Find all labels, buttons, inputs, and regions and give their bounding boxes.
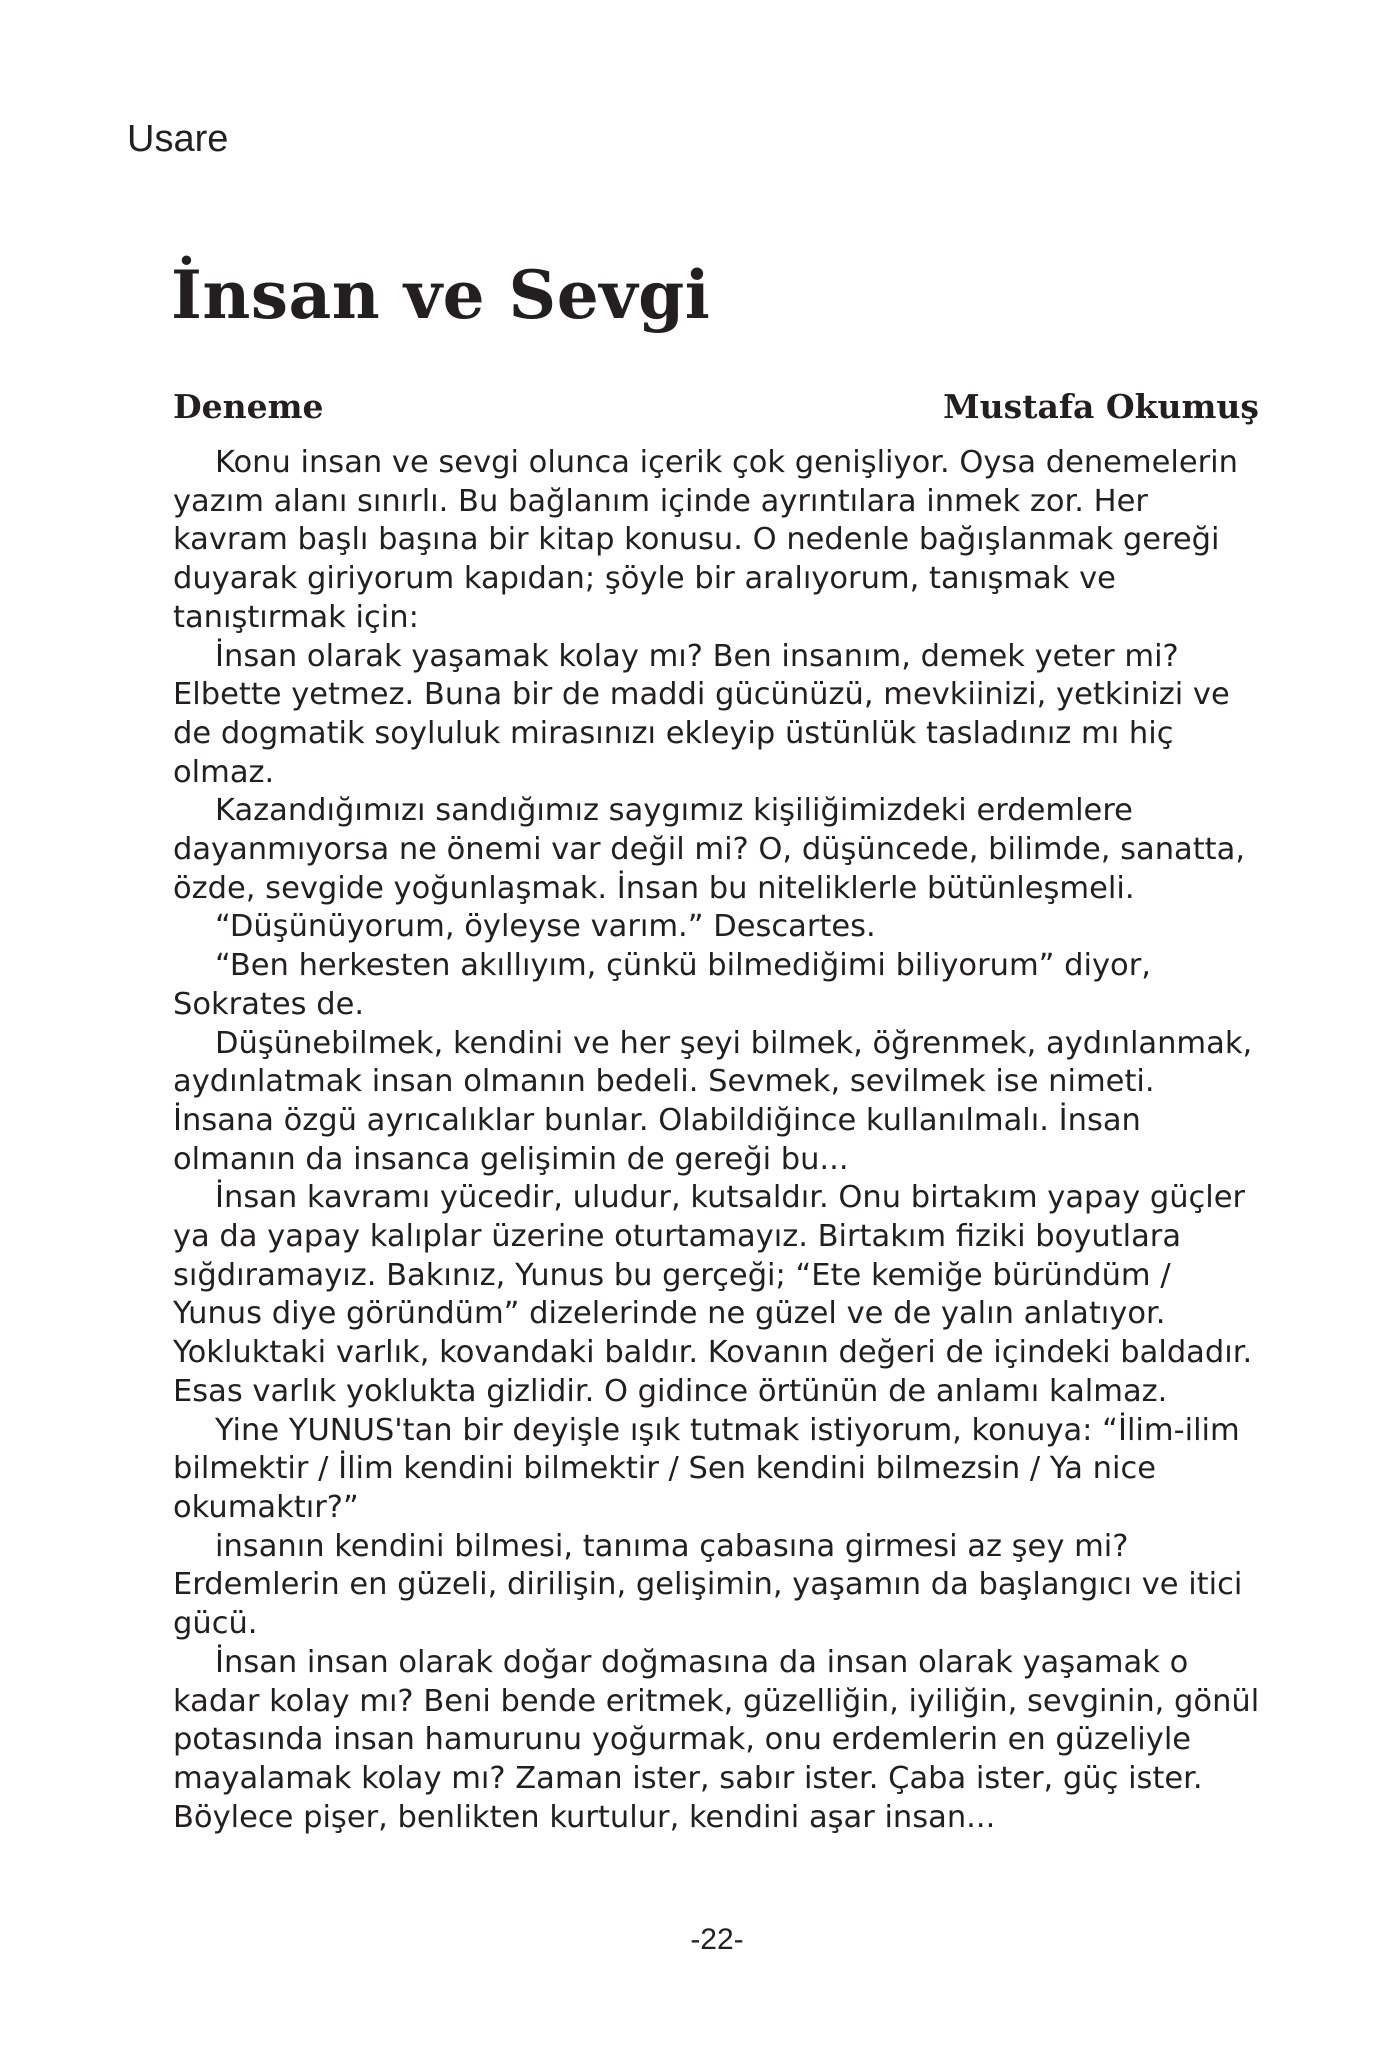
article-genre: Deneme (173, 387, 324, 426)
paragraph: Yine YUNUS'tan bir deyişle ışık tutmak istiyorum, konuya: “İlim-ilim bilmektir / İlim kendini bilmektir / Sen kendini bilmezsin / Ya nice okumaktır?” (173, 1412, 1240, 1525)
paragraph: İnsan olarak yaşamak kolay mı? Ben insanım, demek yeter mi? Elbette yetmez. Buna bir de maddi gücünüzü, mevkiinizi, yetkinizi ve de dogmatik soyluluk mirasınızı ekleyip üstünlük tasladınız mı hiç olmaz. (173, 638, 1230, 790)
article-title: İnsan ve Sevgi (171, 256, 711, 334)
paragraph: İnsan kavramı yücedir, uludur, kutsaldır. Onu birtakım yapay güçler ya da yapay kalıplar üzerine oturtamayız. Birtakım fiziki boyutlara sığdıramayız. Bakınız, Yunus bu gerçeği; “Ete kemiğe büründüm / Yunus diye göründüm” dizelerinde ne güzel ve de yalın anlatıyor. Yokluktaki varlık, kovandaki baldır. Kovanın değeri de içindeki baldadır. Esas varlık yoklukta gizlidir. O gidince örtünün de anlamı kalmaz. (173, 1180, 1253, 1409)
article-body (173, 444, 1261, 1837)
paragraph: Konu insan ve sevgi olunca içerik çok genişliyor. Oysa denemelerin yazım alanı sınırlı. Bu bağlanım içinde ayrıntılara inmek zor. Her kavram başlı başına bir kitap konusu. O nedenle bağışlanmak gereği duyarak giriyorum kapıdan; şöyle bir aralıyorum, tanışmak ve tanıştırmak için: (173, 445, 1238, 635)
paragraph: “Ben herkesten akıllıyım, çünkü bilmediğimi biliyorum” diyor, Sokrates de. (173, 948, 1151, 1022)
article-author: Mustafa Okumuş (943, 387, 1259, 426)
paragraph: “Düşünüyorum, öyleyse varım.” Descartes. (215, 909, 876, 945)
paragraph: Düşünebilmek, kendini ve her şeyi bilmek, öğrenmek, aydınlanmak, aydınlatmak insan olmanın bedeli. Sevmek, sevilmek ise nimeti. İnsana özgü ayrıcalıklar bunlar. Olabildiğince kullanılmalı. İnsan olmanın da insanca gelişimin de gereği bu... (173, 1025, 1253, 1177)
paragraph: Kazandığımızı sandığımız saygımız kişiliğimizdeki erdemlere dayanmıyorsa ne önemi var değil mi? O, düşüncede, bilimde, sanatta, özde, sevgide yoğunlaşmak. İnsan bu niteliklerle bütünleşmeli. (173, 793, 1246, 906)
page-number: -22- (690, 1923, 744, 1956)
paragraph: insanın kendini bilmesi, tanıma çabasına girmesi az şey mi? Erdemlerin en güzeli, dirilişin, gelişimin, yaşamın da başlangıcı ve itici gücü. (173, 1528, 1243, 1642)
running-head: Usare (127, 118, 229, 160)
article-meta (173, 382, 1259, 432)
paragraph: İnsan insan olarak doğar doğmasına da insan olarak yaşamak o kadar kolay mı? Beni bende eritmek, güzelliğin, iyiliğin, sevginin, gönül potasında insan hamurunu yoğurmak, onu erdemlerin en güzeliyle mayalamak kolay mı? Zaman ister, sabır ister. Çaba ister, güç ister. Böylece pişer, benlikten kurtulur, kendini aşar insan... (173, 1644, 1260, 1835)
